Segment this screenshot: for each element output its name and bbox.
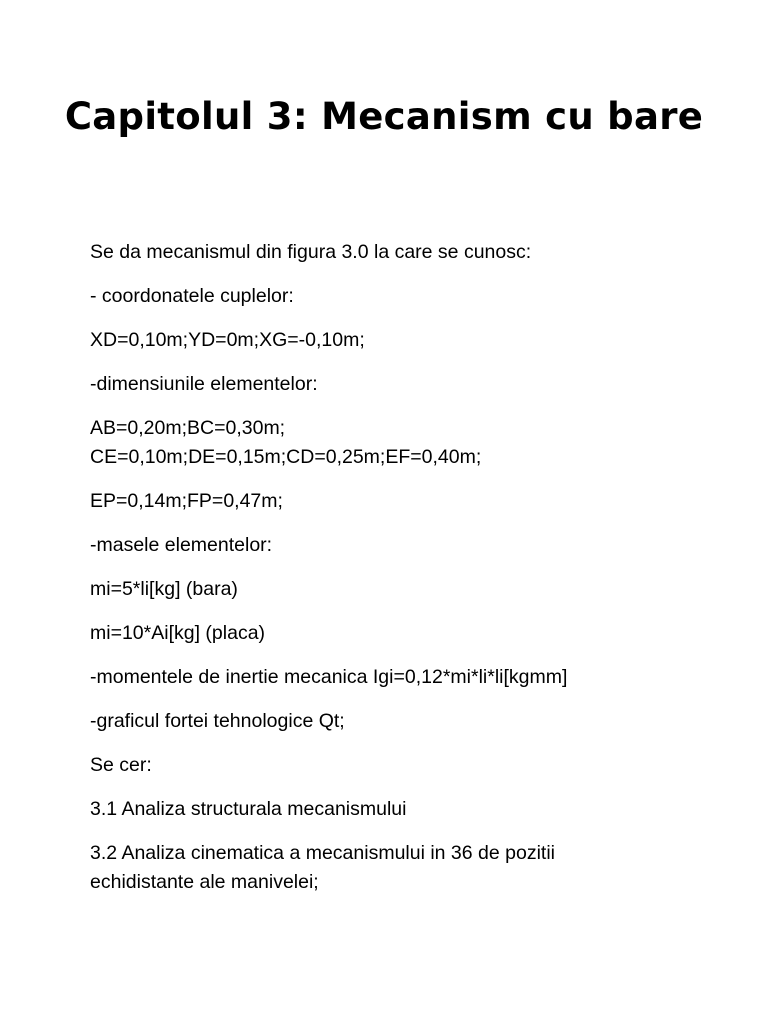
text-line: Se cer: xyxy=(90,754,152,776)
text-line: echidistante ale manivelei; xyxy=(90,871,319,893)
text-line: EP=0,14m;FP=0,47m; xyxy=(90,490,283,512)
paragraph xyxy=(90,707,710,736)
text-line: XD=0,10m;YD=0m;XG=-0,10m; xyxy=(90,329,365,351)
text-line: mi=10*Ai[kg] (placa) xyxy=(90,622,266,644)
text-line: -momentele de inertie mecanica Igi=0,12*mi*li*li[kgmm] xyxy=(90,666,568,688)
text-line: CE=0,10m;DE=0,15m;CD=0,25m;EF=0,40m; xyxy=(90,446,482,468)
paragraph xyxy=(90,839,710,897)
paragraph xyxy=(90,619,710,648)
text-line: 3.2 Analiza cinematica a mecanismului in 36 de pozitii xyxy=(90,842,556,864)
paragraph xyxy=(90,575,710,604)
paragraph xyxy=(90,487,710,516)
page-title: Capitolul 3: Mecanism cu bare xyxy=(64,95,704,138)
text-line: AB=0,20m;BC=0,30m; xyxy=(90,417,286,439)
text-line: -graficul fortei tehnologice Qt; xyxy=(90,710,345,732)
text-line: Se da mecanismul din figura 3.0 la care se cunosc: xyxy=(90,241,532,263)
text-line: 3.1 Analiza structurala mecanismului xyxy=(90,798,407,820)
text-line: -masele elementelor: xyxy=(90,534,273,556)
paragraph xyxy=(90,751,710,780)
text-line: - coordonatele cuplelor: xyxy=(90,285,294,307)
paragraph xyxy=(90,795,710,824)
paragraph xyxy=(90,531,710,560)
paragraph xyxy=(90,663,710,692)
paragraph xyxy=(90,414,710,472)
paragraph xyxy=(90,238,710,267)
text-line: -dimensiunile elementelor: xyxy=(90,373,318,395)
paragraph xyxy=(90,370,710,399)
document-body xyxy=(90,238,710,912)
paragraph xyxy=(90,326,710,355)
paragraph xyxy=(90,282,710,311)
text-line: mi=5*li[kg] (bara) xyxy=(90,578,238,600)
